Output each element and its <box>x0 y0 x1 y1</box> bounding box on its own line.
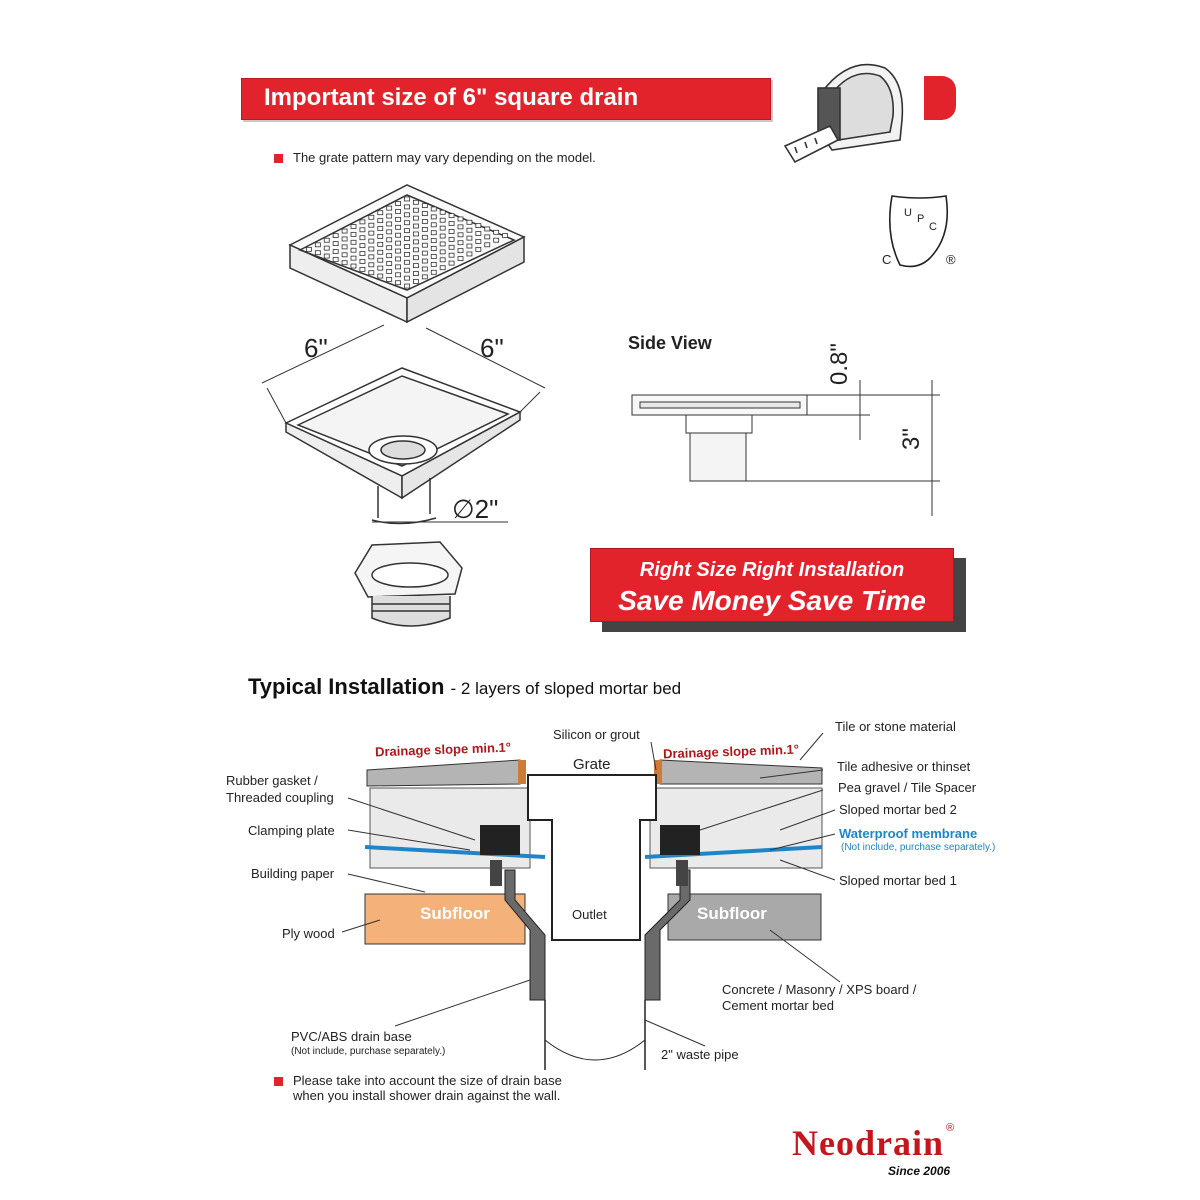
grate-hole <box>387 262 392 266</box>
grate-hole <box>413 248 418 252</box>
grate-hole <box>369 255 374 259</box>
grate-hole <box>449 214 454 218</box>
grate-hole <box>405 260 410 264</box>
grate-hole <box>351 232 356 236</box>
grate-hole <box>440 242 445 246</box>
grate-hole <box>396 257 401 261</box>
waste-pipe-curve <box>545 1040 645 1060</box>
grate-hole <box>360 220 365 224</box>
grate-hole <box>422 243 427 247</box>
grate-hole <box>351 256 356 260</box>
grate-hole <box>333 257 338 261</box>
bullet-icon <box>274 1077 283 1086</box>
grate-hole <box>405 221 410 225</box>
label-gravel: Pea gravel / Tile Spacer <box>838 780 977 795</box>
grate-hole <box>333 234 338 238</box>
grate-hole <box>369 271 374 275</box>
label-gasket-2: Threaded coupling <box>226 790 334 805</box>
grate-hole <box>485 243 490 247</box>
label-gasket-1: Rubber gasket / <box>226 773 318 788</box>
grate-hole <box>315 251 320 255</box>
tile-right <box>660 760 822 784</box>
gravel-left <box>480 825 520 855</box>
grate-hole <box>413 264 418 268</box>
grate-hole <box>396 202 401 206</box>
grate-hole <box>351 224 356 228</box>
installation-section <box>342 733 840 1070</box>
grate-hole <box>422 227 427 231</box>
label-subfloor-left: Subfloor <box>420 904 490 923</box>
grate-hole <box>378 250 383 254</box>
grate-hole <box>458 249 463 253</box>
grate-hole <box>413 216 418 220</box>
grate-hole <box>396 209 401 213</box>
label-slope-right: Drainage slope min.1° <box>662 741 800 762</box>
grate-hole <box>387 222 392 226</box>
grate-hole <box>342 245 347 249</box>
grate-hole <box>396 233 401 237</box>
grate-hole <box>405 252 410 256</box>
grate-hole <box>431 247 436 251</box>
installation-heading <box>248 674 681 700</box>
label-membrane-note: (Not include, purchase separately.) <box>841 842 996 853</box>
grate-hole <box>449 253 454 257</box>
grate-hole <box>378 274 383 278</box>
grate-hole <box>485 227 490 231</box>
grate-hole <box>405 244 410 248</box>
grate-hole <box>413 200 418 204</box>
grate-hole <box>449 237 454 241</box>
grate-hole <box>458 257 463 261</box>
grate-hole <box>333 242 338 246</box>
grate-hole <box>378 258 383 262</box>
grate-hole <box>342 253 347 257</box>
grate-hole <box>476 224 481 228</box>
grate-hole <box>324 254 329 258</box>
slogan-line-1: Right Size Right Installation <box>639 559 905 581</box>
label-tile: Tile or stone material <box>835 719 956 734</box>
grate-hole <box>369 215 374 219</box>
page-title: Important size of 6" square drain <box>264 84 639 111</box>
brand-logo: Neodrain <box>792 1123 944 1163</box>
label-waste-pipe: 2" waste pipe <box>661 1047 739 1062</box>
grate-hole <box>369 231 374 235</box>
grate-hole <box>440 258 445 262</box>
grate-hole <box>333 249 338 253</box>
grate-hole <box>413 256 418 260</box>
grate-hole <box>315 243 320 247</box>
label-slope-left: Drainage slope min.1° <box>374 739 512 760</box>
dim-top-width: 6" <box>304 333 328 363</box>
label-silicon: Silicon or grout <box>553 727 640 742</box>
brand-since: Since 2006 <box>888 1164 951 1178</box>
grate-hole <box>449 261 454 265</box>
grate-hole <box>378 266 383 270</box>
grate-hole <box>396 217 401 221</box>
grate-hole <box>422 275 427 279</box>
dim-body-height: 3" <box>898 428 925 450</box>
grate-hole <box>324 238 329 242</box>
threaded-coupling-drawing <box>355 542 462 626</box>
slogan-box <box>590 548 954 622</box>
grate-hole <box>351 240 356 244</box>
grate-hole <box>396 273 401 277</box>
grate-hole <box>360 252 365 256</box>
grate-hole <box>440 218 445 222</box>
grate-hole <box>422 212 427 216</box>
grate-hole <box>360 228 365 232</box>
grate-hole <box>503 234 508 238</box>
installation-title: Typical Installation <box>248 674 445 699</box>
grate-hole <box>405 237 410 241</box>
svg-text:U: U <box>904 207 912 219</box>
grate-hole <box>422 204 427 208</box>
grate-hole <box>378 227 383 231</box>
dim-top-depth: 6" <box>480 333 504 363</box>
grate-hole <box>396 241 401 245</box>
grate-hole <box>413 272 418 276</box>
grate-hole <box>405 205 410 209</box>
grate-hole <box>431 254 436 258</box>
grate-hole <box>458 217 463 221</box>
label-mortar2: Sloped mortar bed 2 <box>839 802 957 817</box>
grate-note-text: The grate pattern may vary depending on the model. <box>293 150 596 165</box>
grate-hole <box>387 206 392 210</box>
grate-hole <box>431 223 436 227</box>
label-clamping: Clamping plate <box>248 823 335 838</box>
label-concrete-1: Concrete / Masonry / XPS board / <box>722 982 917 997</box>
grate-hole <box>342 229 347 233</box>
footnote <box>274 1073 562 1103</box>
label-mortar1: Sloped mortar bed 1 <box>839 873 957 888</box>
grate-hole <box>413 224 418 228</box>
label-concrete-2: Cement mortar bed <box>722 998 834 1013</box>
gravel-right <box>660 825 700 855</box>
grate-hole <box>405 197 410 201</box>
grate-hole <box>449 222 454 226</box>
silicon-left <box>518 760 526 784</box>
grate-hole <box>405 213 410 217</box>
grate-hole <box>387 254 392 258</box>
grate-hole <box>387 230 392 234</box>
grate-hole <box>431 262 436 266</box>
grate-hole <box>422 267 427 271</box>
cert-r: ® <box>946 252 956 267</box>
grate-hole <box>387 277 392 281</box>
grate-hole <box>449 229 454 233</box>
label-grate: Grate <box>573 756 611 773</box>
label-pvc-note: (Not include, purchase separately.) <box>291 1046 446 1057</box>
upc-shield-icon <box>890 196 948 266</box>
installation-subtitle: - 2 layers of sloped mortar bed <box>450 679 682 698</box>
grate-hole <box>422 235 427 239</box>
tile-left <box>367 760 520 786</box>
grate-hole <box>440 210 445 214</box>
grate-hole <box>458 233 463 237</box>
grate-hole <box>467 220 472 224</box>
svg-text:P: P <box>917 213 925 225</box>
grate-hole <box>467 236 472 240</box>
grate-hole <box>369 263 374 267</box>
dim-outlet-diameter: ∅2" <box>452 494 499 524</box>
grate-hole <box>494 230 499 234</box>
grate-hole <box>422 259 427 263</box>
grate-hole <box>431 270 436 274</box>
dim-grate-height: 0.8" <box>826 343 853 385</box>
tape-measure-icon <box>785 65 902 162</box>
grate-hole <box>405 276 410 280</box>
grate-hole <box>467 244 472 248</box>
label-subfloor-right: Subfloor <box>697 904 767 923</box>
grate-hole <box>369 239 374 243</box>
outlet-diameter-value: 2" <box>474 494 499 524</box>
brand-reg: ® <box>946 1122 955 1134</box>
grate-hole <box>413 232 418 236</box>
grate-hole <box>440 250 445 254</box>
grate-hole <box>476 239 481 243</box>
grate-hole <box>396 249 401 253</box>
grate-hole <box>405 284 410 288</box>
grate-hole <box>324 246 329 250</box>
label-paper: Building paper <box>251 866 335 881</box>
grate-hole <box>387 214 392 218</box>
grate-hole <box>485 235 490 239</box>
grate-hole <box>494 238 499 242</box>
grate-hole <box>440 234 445 238</box>
grate-hole <box>342 261 347 265</box>
grate-hole <box>458 241 463 245</box>
grate-hole <box>342 237 347 241</box>
grate-hole <box>431 207 436 211</box>
grate-hole <box>360 259 365 263</box>
grate-hole <box>467 252 472 256</box>
label-plywood: Ply wood <box>282 926 335 941</box>
grate-hole <box>440 226 445 230</box>
grate-hole <box>387 269 392 273</box>
grate-hole <box>306 247 311 251</box>
grate-hole <box>387 238 392 242</box>
label-membrane: Waterproof membrane <box>839 826 978 841</box>
grate-hole <box>413 208 418 212</box>
grate-hole <box>369 247 374 251</box>
grate-hole <box>405 268 410 272</box>
grate-hole <box>378 234 383 238</box>
slogan-line-2: Save Money Save Time <box>618 585 926 616</box>
grate-hole <box>449 245 454 249</box>
svg-text:C: C <box>929 221 937 233</box>
grate-hole <box>360 267 365 271</box>
label-outlet: Outlet <box>572 907 607 922</box>
grate-hole <box>476 247 481 251</box>
footnote-line-2: when you install shower drain against the wall. <box>293 1088 561 1103</box>
side-view-title: Side View <box>628 333 712 353</box>
grate-hole <box>476 232 481 236</box>
grate-hole <box>378 242 383 246</box>
grate-hole <box>431 231 436 235</box>
grate-hole <box>396 265 401 269</box>
grate-hole <box>422 251 427 255</box>
grate-hole <box>351 264 356 268</box>
grate-hole <box>413 240 418 244</box>
clamp-bolt-right <box>676 860 688 886</box>
grate-hole <box>378 211 383 215</box>
grate-hole <box>458 225 463 229</box>
label-adhesive: Tile adhesive or thinset <box>837 759 971 774</box>
grate-hole <box>387 246 392 250</box>
grate-hole <box>351 248 356 252</box>
grate-hole <box>405 229 410 233</box>
clamp-bolt-left <box>490 860 502 886</box>
grate-hole <box>360 236 365 240</box>
grate-hole <box>431 215 436 219</box>
grate-hole <box>378 219 383 223</box>
grate-hole <box>422 219 427 223</box>
grate-hole <box>440 266 445 270</box>
grate-hole <box>431 239 436 243</box>
grate-hole <box>369 223 374 227</box>
footnote-line-1: Please take into account the size of drain base <box>293 1073 562 1088</box>
grate-hole <box>413 279 418 283</box>
grate-hole <box>360 244 365 248</box>
grate-hole <box>467 228 472 232</box>
label-pvc: PVC/ABS drain base <box>291 1029 412 1044</box>
grate-hole <box>396 281 401 285</box>
grate-hole <box>396 225 401 229</box>
cert-c: C <box>882 252 892 267</box>
